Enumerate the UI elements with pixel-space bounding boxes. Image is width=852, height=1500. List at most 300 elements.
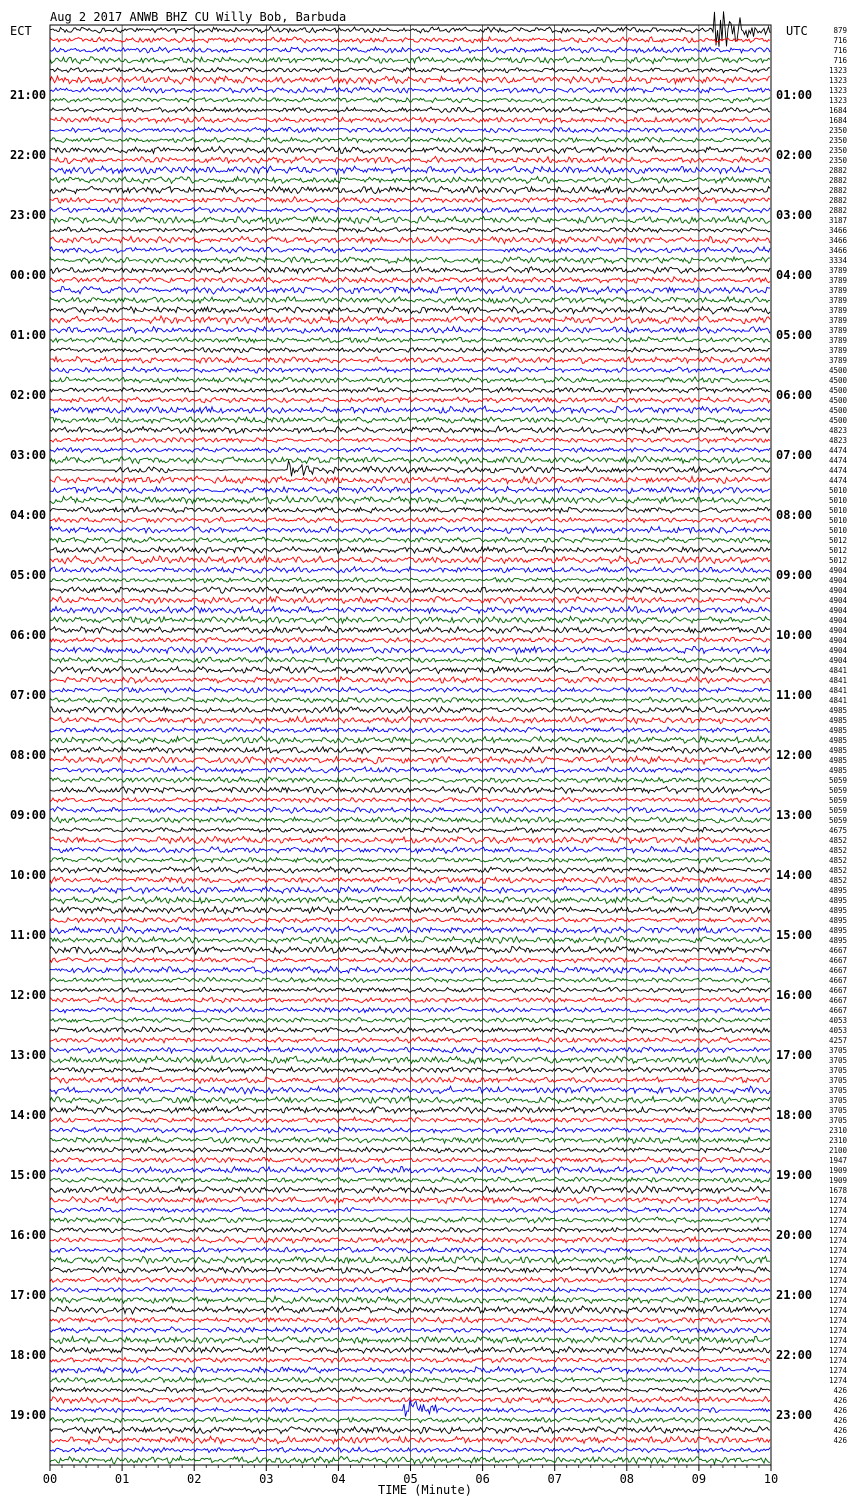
trace-row-39 bbox=[50, 417, 770, 423]
left-hour-label: 00:00 bbox=[10, 268, 47, 282]
trace-scale-label: 4053 bbox=[828, 1016, 847, 1025]
trace-scale-label: 716 bbox=[833, 46, 847, 55]
trace-row-132 bbox=[50, 1347, 770, 1354]
trace-scale-label: 3705 bbox=[828, 1106, 847, 1115]
trace-scale-label: 4500 bbox=[828, 376, 847, 385]
trace-row-53 bbox=[50, 556, 770, 564]
left-hour-label: 23:00 bbox=[10, 208, 47, 222]
trace-scale-label: 4985 bbox=[828, 736, 847, 745]
trace-row-122 bbox=[50, 1247, 770, 1253]
trace-row-78 bbox=[50, 807, 770, 813]
trace-scale-label: 1274 bbox=[828, 1226, 847, 1235]
trace-row-38 bbox=[50, 406, 770, 413]
trace-scale-label: 4985 bbox=[828, 766, 847, 775]
trace-scale-label: 1909 bbox=[828, 1166, 847, 1175]
trace-scale-label: 879 bbox=[833, 26, 847, 35]
trace-row-45 bbox=[50, 476, 770, 484]
trace-scale-label: 1323 bbox=[828, 96, 847, 105]
trace-scale-label: 4667 bbox=[828, 976, 847, 985]
trace-scale-label: 426 bbox=[833, 1416, 847, 1425]
trace-row-8 bbox=[50, 107, 770, 113]
trace-row-66 bbox=[50, 687, 770, 693]
trace-row-10 bbox=[50, 127, 770, 133]
trace-scale-label: 2310 bbox=[828, 1136, 847, 1145]
trace-scale-label: 4053 bbox=[828, 1026, 847, 1035]
left-hour-label: 02:00 bbox=[10, 388, 47, 402]
trace-scale-label: 4904 bbox=[828, 646, 847, 655]
trace-row-11 bbox=[50, 137, 770, 143]
trace-row-63 bbox=[50, 657, 770, 663]
left-timezone-label: ECT bbox=[10, 24, 32, 38]
trace-row-120 bbox=[50, 1227, 770, 1232]
trace-scale-label: 1323 bbox=[828, 66, 847, 75]
trace-scale-label: 4841 bbox=[828, 686, 847, 695]
trace-row-71 bbox=[50, 736, 770, 743]
trace-scale-label: 4904 bbox=[828, 566, 847, 575]
trace-scale-label: 4667 bbox=[828, 966, 847, 975]
trace-row-86 bbox=[50, 887, 770, 894]
trace-row-95 bbox=[50, 977, 770, 982]
right-hour-label: 11:00 bbox=[776, 688, 813, 702]
right-hour-label: 09:00 bbox=[776, 568, 813, 582]
right-hour-label: 04:00 bbox=[776, 268, 813, 282]
trace-scale-label: 4985 bbox=[828, 756, 847, 765]
trace-row-60 bbox=[50, 626, 770, 633]
trace-scale-label: 716 bbox=[833, 56, 847, 65]
left-hour-label: 13:00 bbox=[10, 1048, 47, 1062]
left-hour-label: 03:00 bbox=[10, 448, 47, 462]
trace-scale-label: 1274 bbox=[828, 1286, 847, 1295]
trace-row-134 bbox=[50, 1366, 770, 1373]
trace-scale-label: 3705 bbox=[828, 1056, 847, 1065]
x-tick-label: 06 bbox=[475, 1472, 490, 1486]
trace-scale-label: 4895 bbox=[828, 906, 847, 915]
seismic-traces bbox=[50, 11, 770, 1464]
left-hour-label: 16:00 bbox=[10, 1228, 47, 1242]
left-hour-label: 19:00 bbox=[10, 1408, 47, 1422]
trace-scale-label: 2350 bbox=[828, 156, 847, 165]
trace-row-46 bbox=[50, 486, 770, 493]
left-hour-label: 21:00 bbox=[10, 88, 47, 102]
left-hour-label: 04:00 bbox=[10, 508, 47, 522]
left-hour-label: 12:00 bbox=[10, 988, 47, 1002]
trace-row-16 bbox=[50, 186, 770, 193]
trace-scale-label: 2100 bbox=[828, 1146, 847, 1155]
right-hour-label: 19:00 bbox=[776, 1168, 813, 1182]
trace-scale-label: 4823 bbox=[828, 426, 847, 435]
trace-row-108 bbox=[50, 1106, 770, 1113]
trace-scale-label: 1684 bbox=[828, 116, 847, 125]
right-hour-label: 18:00 bbox=[776, 1108, 813, 1122]
trace-row-69 bbox=[50, 717, 770, 724]
trace-scale-label: 4500 bbox=[828, 416, 847, 425]
trace-scale-label: 2310 bbox=[828, 1126, 847, 1135]
trace-row-94 bbox=[50, 966, 770, 973]
trace-scale-label: 3789 bbox=[828, 296, 847, 305]
right-hour-label: 16:00 bbox=[776, 988, 813, 1002]
trace-row-84 bbox=[50, 867, 770, 873]
right-hour-labels bbox=[776, 88, 812, 1422]
left-hour-label: 17:00 bbox=[10, 1288, 47, 1302]
trace-row-91 bbox=[50, 936, 770, 943]
trace-row-68 bbox=[50, 707, 770, 714]
trace-scale-label: 4474 bbox=[828, 446, 847, 455]
trace-scale-label: 4895 bbox=[828, 926, 847, 935]
trace-scale-label: 2882 bbox=[828, 196, 847, 205]
trace-scale-label: 5010 bbox=[828, 496, 847, 505]
trace-scale-label: 3789 bbox=[828, 286, 847, 295]
trace-row-7 bbox=[50, 98, 770, 103]
trace-scale-label: 4841 bbox=[828, 666, 847, 675]
trace-row-141 bbox=[50, 1436, 770, 1443]
trace-scale-label: 4474 bbox=[828, 476, 847, 485]
trace-scale-label: 3789 bbox=[828, 346, 847, 355]
trace-scale-label: 5059 bbox=[828, 786, 847, 795]
trace-row-40 bbox=[50, 426, 770, 433]
right-hour-label: 14:00 bbox=[776, 868, 813, 882]
trace-scale-label: 5059 bbox=[828, 796, 847, 805]
trace-row-24 bbox=[50, 267, 770, 274]
trace-scale-label: 1274 bbox=[828, 1236, 847, 1245]
trace-scale-label: 5010 bbox=[828, 506, 847, 515]
trace-scale-label: 4904 bbox=[828, 656, 847, 665]
right-hour-label: 06:00 bbox=[776, 388, 813, 402]
trace-row-43 bbox=[50, 456, 770, 464]
trace-scale-label: 4904 bbox=[828, 596, 847, 605]
trace-row-110 bbox=[50, 1127, 770, 1133]
trace-scale-label: 4841 bbox=[828, 676, 847, 685]
trace-scale-label: 4667 bbox=[828, 996, 847, 1005]
trace-row-26 bbox=[50, 286, 770, 294]
trace-row-59 bbox=[50, 616, 770, 623]
trace-row-75 bbox=[50, 777, 770, 783]
trace-scale-label: 1274 bbox=[828, 1276, 847, 1285]
trace-row-80 bbox=[50, 827, 770, 833]
trace-row-125 bbox=[50, 1277, 770, 1283]
trace-row-37 bbox=[50, 397, 770, 403]
trace-row-2 bbox=[50, 47, 770, 53]
trace-scale-label: 3789 bbox=[828, 276, 847, 285]
left-hour-label: 06:00 bbox=[10, 628, 47, 642]
trace-row-116 bbox=[50, 1186, 770, 1193]
trace-scale-label: 4841 bbox=[828, 696, 847, 705]
trace-row-112 bbox=[50, 1147, 770, 1153]
trace-scale-label: 426 bbox=[833, 1426, 847, 1435]
trace-row-93 bbox=[50, 957, 770, 962]
trace-scale-label: 5012 bbox=[828, 556, 847, 565]
right-timezone-label: UTC bbox=[786, 24, 808, 38]
trace-row-52 bbox=[50, 547, 770, 554]
trace-row-31 bbox=[50, 337, 770, 343]
left-hour-labels bbox=[10, 88, 46, 1422]
trace-scale-label: 4667 bbox=[828, 946, 847, 955]
trace-scale-label: 1274 bbox=[828, 1376, 847, 1385]
trace-row-118 bbox=[50, 1207, 770, 1212]
trace-row-54 bbox=[50, 567, 770, 573]
trace-row-129 bbox=[50, 1317, 770, 1323]
trace-row-131 bbox=[50, 1336, 770, 1343]
trace-row-88 bbox=[50, 906, 770, 914]
trace-scale-label: 3705 bbox=[828, 1046, 847, 1055]
trace-row-107 bbox=[50, 1096, 770, 1103]
right-hour-label: 02:00 bbox=[776, 148, 813, 162]
x-axis-label: TIME (Minute) bbox=[378, 1483, 472, 1497]
trace-row-143 bbox=[50, 1456, 770, 1464]
trace-row-67 bbox=[50, 697, 770, 702]
trace-row-29 bbox=[50, 316, 770, 324]
trace-scale-label: 3705 bbox=[828, 1086, 847, 1095]
trace-scale-label: 5010 bbox=[828, 516, 847, 525]
trace-scale-label: 3705 bbox=[828, 1076, 847, 1085]
x-tick-label: 10 bbox=[763, 1472, 779, 1486]
trace-scale-label: 2882 bbox=[828, 206, 847, 215]
trace-scale-label: 1947 bbox=[828, 1156, 847, 1165]
trace-scale-label: 4852 bbox=[828, 836, 847, 845]
trace-row-83 bbox=[50, 857, 770, 863]
trace-scale-label: 4852 bbox=[828, 876, 847, 885]
trace-scale-label: 1909 bbox=[828, 1176, 847, 1185]
trace-row-101 bbox=[50, 1037, 770, 1043]
x-tick-label: 03 bbox=[259, 1472, 274, 1486]
trace-row-111 bbox=[50, 1137, 770, 1143]
trace-row-92 bbox=[50, 946, 770, 954]
trace-row-20 bbox=[50, 227, 770, 232]
trace-row-65 bbox=[50, 677, 770, 684]
trace-scale-label: 3334 bbox=[828, 256, 847, 265]
trace-row-33 bbox=[50, 356, 770, 363]
right-hour-label: 03:00 bbox=[776, 208, 813, 222]
trace-row-128 bbox=[50, 1306, 770, 1314]
trace-row-25 bbox=[50, 277, 770, 283]
trace-scale-label: 1684 bbox=[828, 106, 847, 115]
trace-row-1 bbox=[50, 37, 770, 43]
trace-scale-label: 426 bbox=[833, 1396, 847, 1405]
trace-row-74 bbox=[50, 767, 770, 773]
trace-scale-label: 426 bbox=[833, 1436, 847, 1445]
trace-row-133 bbox=[50, 1357, 770, 1362]
trace-scale-label: 3789 bbox=[828, 326, 847, 335]
trace-scale-label: 4895 bbox=[828, 886, 847, 895]
left-hour-label: 14:00 bbox=[10, 1108, 47, 1122]
trace-row-48 bbox=[50, 507, 770, 513]
trace-row-35 bbox=[50, 377, 770, 383]
trace-scale-label: 2882 bbox=[828, 186, 847, 195]
trace-scale-label: 4904 bbox=[828, 606, 847, 615]
right-hour-label: 17:00 bbox=[776, 1048, 813, 1062]
trace-row-6 bbox=[50, 87, 770, 93]
trace-row-98 bbox=[50, 1007, 770, 1013]
trace-row-47 bbox=[50, 496, 770, 504]
trace-scale-label: 1274 bbox=[828, 1196, 847, 1205]
trace-row-15 bbox=[50, 177, 770, 184]
trace-scale-label: 3187 bbox=[828, 216, 847, 225]
trace-row-19 bbox=[50, 216, 770, 223]
left-hour-label: 22:00 bbox=[10, 148, 47, 162]
trace-row-126 bbox=[50, 1288, 770, 1293]
trace-scale-label: 2350 bbox=[828, 146, 847, 155]
left-hour-label: 11:00 bbox=[10, 928, 47, 942]
right-hour-label: 20:00 bbox=[776, 1228, 813, 1242]
trace-scale-label: 2882 bbox=[828, 176, 847, 185]
right-hour-label: 22:00 bbox=[776, 1348, 813, 1362]
trace-row-3 bbox=[50, 57, 770, 64]
trace-scale-label: 1274 bbox=[828, 1356, 847, 1365]
trace-scale-label: 4675 bbox=[828, 826, 847, 835]
trace-row-50 bbox=[50, 527, 770, 534]
trace-scale-label: 1274 bbox=[828, 1296, 847, 1305]
trace-row-18 bbox=[50, 207, 770, 213]
trace-scale-label: 3789 bbox=[828, 336, 847, 345]
trace-row-123 bbox=[50, 1256, 770, 1264]
trace-row-138 bbox=[50, 1400, 770, 1417]
trace-row-14 bbox=[50, 166, 770, 174]
trace-row-109 bbox=[50, 1117, 770, 1123]
trace-scale-label: 1323 bbox=[828, 76, 847, 85]
trace-row-100 bbox=[50, 1027, 770, 1033]
trace-scale-label: 1274 bbox=[828, 1346, 847, 1355]
trace-row-113 bbox=[50, 1157, 770, 1163]
trace-scale-label: 4823 bbox=[828, 436, 847, 445]
trace-row-56 bbox=[50, 587, 770, 594]
left-hour-label: 10:00 bbox=[10, 868, 47, 882]
chart-title: Aug 2 2017 ANWB BHZ CU Willy Bob, Barbuda bbox=[50, 10, 347, 24]
trace-row-61 bbox=[50, 637, 770, 642]
trace-scale-label: 4474 bbox=[828, 456, 847, 465]
x-tick-label: 02 bbox=[186, 1472, 202, 1486]
trace-row-58 bbox=[50, 606, 770, 613]
trace-scale-label: 4500 bbox=[828, 396, 847, 405]
trace-scale-label: 4895 bbox=[828, 936, 847, 945]
x-tick-label: 00 bbox=[42, 1472, 58, 1486]
trace-row-34 bbox=[50, 367, 770, 373]
trace-row-79 bbox=[50, 817, 770, 823]
right-hour-label: 15:00 bbox=[776, 928, 813, 942]
trace-row-136 bbox=[50, 1387, 770, 1392]
trace-scale-label: 4667 bbox=[828, 1006, 847, 1015]
trace-row-96 bbox=[50, 987, 770, 992]
trace-row-70 bbox=[50, 727, 770, 732]
trace-row-5 bbox=[50, 76, 770, 84]
trace-row-90 bbox=[50, 926, 770, 933]
trace-row-117 bbox=[50, 1197, 770, 1204]
right-hour-label: 07:00 bbox=[776, 448, 813, 462]
right-hour-label: 13:00 bbox=[776, 808, 813, 822]
trace-row-51 bbox=[50, 537, 770, 543]
left-hour-label: 01:00 bbox=[10, 328, 47, 342]
trace-row-21 bbox=[50, 236, 770, 243]
trace-scale-label: 3789 bbox=[828, 266, 847, 275]
trace-scale-label: 4904 bbox=[828, 616, 847, 625]
trace-row-97 bbox=[50, 997, 770, 1003]
trace-row-130 bbox=[50, 1327, 770, 1333]
trace-scale-label: 4667 bbox=[828, 956, 847, 965]
trace-scale-label: 3789 bbox=[828, 356, 847, 365]
x-tick-label: 05 bbox=[403, 1472, 418, 1486]
trace-scale-label: 5059 bbox=[828, 816, 847, 825]
trace-scale-label: 3789 bbox=[828, 316, 847, 325]
trace-scale-label: 4985 bbox=[828, 746, 847, 755]
trace-row-89 bbox=[50, 917, 770, 923]
left-hour-label: 15:00 bbox=[10, 1168, 47, 1182]
trace-row-127 bbox=[50, 1296, 770, 1303]
trace-scale-label: 4904 bbox=[828, 636, 847, 645]
trace-row-81 bbox=[50, 836, 770, 843]
trace-scale-label: 1274 bbox=[828, 1256, 847, 1265]
x-tick-label: 04 bbox=[331, 1472, 346, 1486]
trace-row-102 bbox=[50, 1047, 770, 1053]
trace-scale-label: 5012 bbox=[828, 546, 847, 555]
trace-scale-label: 1323 bbox=[828, 86, 847, 95]
trace-row-85 bbox=[50, 877, 770, 884]
left-hour-label: 18:00 bbox=[10, 1348, 47, 1362]
trace-scale-label: 3705 bbox=[828, 1116, 847, 1125]
trace-row-87 bbox=[50, 896, 770, 903]
trace-scale-label: 4985 bbox=[828, 726, 847, 735]
trace-row-139 bbox=[50, 1417, 770, 1423]
trace-row-76 bbox=[50, 787, 770, 794]
trace-scale-label: 1274 bbox=[828, 1266, 847, 1275]
trace-scale-label: 1274 bbox=[828, 1316, 847, 1325]
trace-scale-label: 1274 bbox=[828, 1306, 847, 1315]
trace-scale-label: 4985 bbox=[828, 706, 847, 715]
trace-scale-label: 1274 bbox=[828, 1326, 847, 1335]
trace-scale-label: 2350 bbox=[828, 136, 847, 145]
right-hour-label: 10:00 bbox=[776, 628, 813, 642]
trace-scale-label: 5059 bbox=[828, 776, 847, 785]
trace-row-82 bbox=[50, 847, 770, 854]
trace-scale-label: 3466 bbox=[828, 236, 847, 245]
x-tick-label: 08 bbox=[619, 1472, 635, 1486]
trace-scale-labels bbox=[829, 26, 848, 1445]
trace-scale-label: 5010 bbox=[828, 486, 847, 495]
trace-scale-label: 4895 bbox=[828, 916, 847, 925]
trace-scale-label: 5010 bbox=[828, 526, 847, 535]
trace-row-9 bbox=[50, 117, 770, 123]
left-hour-label: 05:00 bbox=[10, 568, 47, 582]
trace-scale-label: 4852 bbox=[828, 856, 847, 865]
x-tick-label: 07 bbox=[547, 1472, 562, 1486]
trace-row-22 bbox=[50, 247, 770, 253]
trace-row-4 bbox=[50, 67, 770, 72]
right-hour-label: 12:00 bbox=[776, 748, 813, 762]
trace-row-99 bbox=[50, 1017, 770, 1022]
trace-scale-label: 3789 bbox=[828, 306, 847, 315]
trace-scale-label: 4500 bbox=[828, 406, 847, 415]
trace-scale-label: 4257 bbox=[828, 1036, 847, 1045]
trace-row-73 bbox=[50, 756, 770, 764]
trace-row-105 bbox=[50, 1077, 770, 1084]
trace-scale-label: 4904 bbox=[828, 626, 847, 635]
trace-scale-label: 1274 bbox=[828, 1206, 847, 1215]
trace-scale-label: 5059 bbox=[828, 806, 847, 815]
trace-scale-label: 3705 bbox=[828, 1066, 847, 1075]
trace-scale-label: 4474 bbox=[828, 466, 847, 475]
trace-scale-label: 716 bbox=[833, 36, 847, 45]
trace-row-28 bbox=[50, 306, 770, 314]
trace-row-119 bbox=[50, 1217, 770, 1223]
trace-scale-label: 4985 bbox=[828, 716, 847, 725]
right-hour-label: 08:00 bbox=[776, 508, 813, 522]
trace-row-42 bbox=[50, 447, 770, 452]
trace-scale-label: 5012 bbox=[828, 536, 847, 545]
trace-row-106 bbox=[50, 1086, 770, 1094]
trace-scale-label: 1274 bbox=[828, 1366, 847, 1375]
trace-row-124 bbox=[50, 1267, 770, 1274]
trace-scale-label: 1678 bbox=[828, 1186, 847, 1195]
trace-scale-label: 4852 bbox=[828, 866, 847, 875]
trace-row-30 bbox=[50, 327, 770, 334]
trace-row-17 bbox=[50, 197, 770, 203]
